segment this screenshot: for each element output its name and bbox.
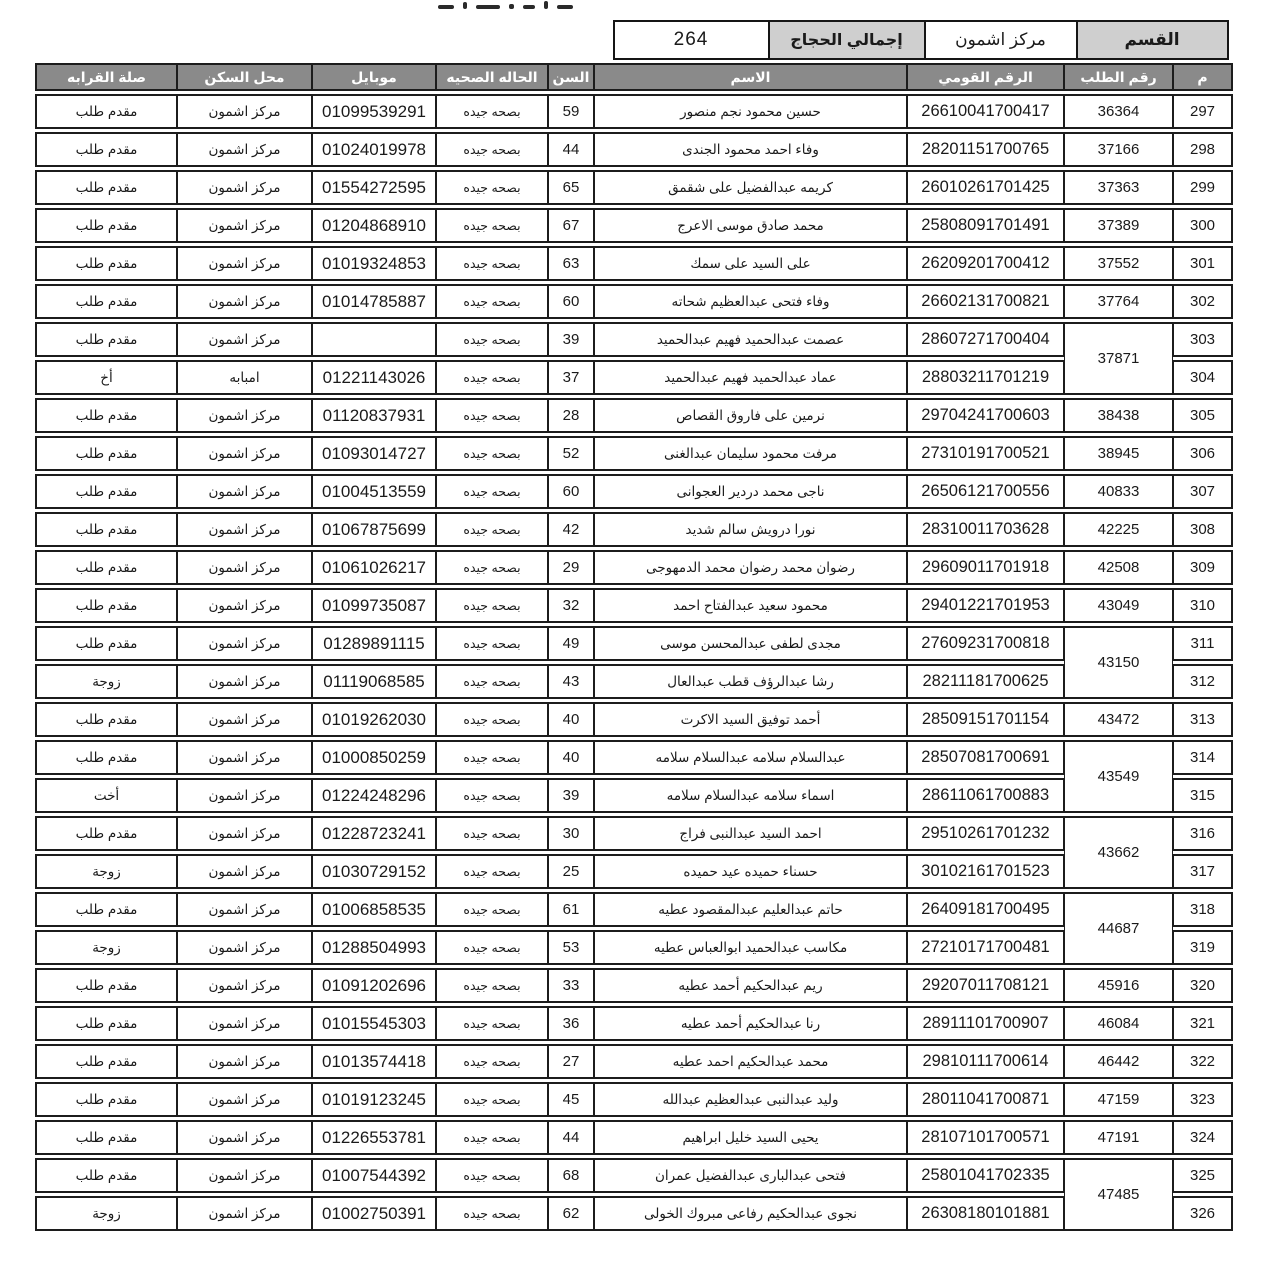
nid-cell: 30102161701523 — [907, 854, 1064, 889]
m-cell: 305 — [1173, 398, 1233, 433]
nid-cell: 27310191700521 — [907, 436, 1064, 471]
req-cell: 47485 — [1064, 1158, 1173, 1231]
name-cell: مرفت محمود سليمان عبدالغنى — [594, 436, 907, 471]
age-cell: 60 — [548, 284, 594, 319]
hp-cell: بصحه جيده — [436, 474, 548, 509]
nid-cell: 28607271700404 — [907, 322, 1064, 357]
m-cell: 304 — [1173, 360, 1233, 395]
rel-cell: مقدم طلب — [35, 398, 177, 433]
m-cell: 320 — [1173, 968, 1233, 1003]
res-cell: مركز اشمون — [177, 854, 312, 889]
column-header-hp: الحاله الصحيه — [436, 63, 548, 91]
mob-cell: 01120837931 — [312, 398, 436, 433]
m-cell: 308 — [1173, 512, 1233, 547]
rel-cell: مقدم طلب — [35, 1120, 177, 1155]
age-cell: 44 — [548, 132, 594, 167]
hp-cell: بصحه جيده — [436, 512, 548, 547]
res-cell: مركز اشمون — [177, 892, 312, 927]
res-cell: مركز اشمون — [177, 1044, 312, 1079]
nid-cell: 26308180101881 — [907, 1196, 1064, 1231]
m-cell: 318 — [1173, 892, 1233, 927]
req-cell: 36364 — [1064, 94, 1173, 129]
age-cell: 59 — [548, 94, 594, 129]
name-cell: وفاء فتحى عبدالعظيم شحاته — [594, 284, 907, 319]
rel-cell: مقدم طلب — [35, 1082, 177, 1117]
hp-cell: بصحه جيده — [436, 854, 548, 889]
hp-cell: بصحه جيده — [436, 1006, 548, 1041]
mob-cell: 01000850259 — [312, 740, 436, 775]
column-header-req: رقم الطلب — [1064, 63, 1173, 91]
res-cell: مركز اشمون — [177, 816, 312, 851]
m-cell: 321 — [1173, 1006, 1233, 1041]
hp-cell: بصحه جيده — [436, 702, 548, 737]
nid-cell: 29401221701953 — [907, 588, 1064, 623]
name-cell: وليد عبدالنبى عبدالعظيم عبدالله — [594, 1082, 907, 1117]
hp-cell: بصحه جيده — [436, 588, 548, 623]
name-cell: نجوى عبدالحكيم رفاعى مبروك الخولى — [594, 1196, 907, 1231]
hp-cell: بصحه جيده — [436, 1082, 548, 1117]
mob-cell: 01030729152 — [312, 854, 436, 889]
mob-cell: 01019324853 — [312, 246, 436, 281]
hp-cell: بصحه جيده — [436, 550, 548, 585]
rel-cell: زوجة — [35, 854, 177, 889]
m-cell: 317 — [1173, 854, 1233, 889]
req-cell: 44687 — [1064, 892, 1173, 965]
name-cell: مكاسب عبدالحميد ابوالعباس عطيه — [594, 930, 907, 965]
age-cell: 36 — [548, 1006, 594, 1041]
mob-cell: 01061026217 — [312, 550, 436, 585]
age-cell: 30 — [548, 816, 594, 851]
req-cell: 45916 — [1064, 968, 1173, 1003]
res-cell: امبابه — [177, 360, 312, 395]
nid-cell: 26409181700495 — [907, 892, 1064, 927]
m-cell: 298 — [1173, 132, 1233, 167]
name-cell: محمد عبدالحكيم احمد عطيه — [594, 1044, 907, 1079]
nid-cell: 29609011701918 — [907, 550, 1064, 585]
nid-cell: 29207011708121 — [907, 968, 1064, 1003]
rel-cell: مقدم طلب — [35, 474, 177, 509]
req-cell: 47191 — [1064, 1120, 1173, 1155]
m-cell: 297 — [1173, 94, 1233, 129]
nid-cell: 27609231700818 — [907, 626, 1064, 661]
age-cell: 37 — [548, 360, 594, 395]
rel-cell: مقدم طلب — [35, 132, 177, 167]
m-cell: 301 — [1173, 246, 1233, 281]
hp-cell: بصحه جيده — [436, 398, 548, 433]
m-cell: 316 — [1173, 816, 1233, 851]
nid-cell: 28611061700883 — [907, 778, 1064, 813]
mob-cell: 01015545303 — [312, 1006, 436, 1041]
hp-cell: بصحه جيده — [436, 892, 548, 927]
hp-cell: بصحه جيده — [436, 170, 548, 205]
m-cell: 326 — [1173, 1196, 1233, 1231]
mob-cell: 01091202696 — [312, 968, 436, 1003]
name-cell: رضوان محمد رضوان محمد الدمهوجى — [594, 550, 907, 585]
req-cell: 37389 — [1064, 208, 1173, 243]
rel-cell: مقدم طلب — [35, 892, 177, 927]
name-cell: فتحى عبدالبارى عبدالفضيل عمران — [594, 1158, 907, 1193]
mob-cell: 01099735087 — [312, 588, 436, 623]
nid-cell: 28803211701219 — [907, 360, 1064, 395]
req-cell: 37552 — [1064, 246, 1173, 281]
name-cell: حسين محمود نجم منصور — [594, 94, 907, 129]
section-label: القسم — [1075, 20, 1229, 60]
req-cell: 47159 — [1064, 1082, 1173, 1117]
rel-cell: مقدم طلب — [35, 322, 177, 357]
name-cell: اسماء سلامه عبدالسلام سلامه — [594, 778, 907, 813]
hp-cell: بصحه جيده — [436, 626, 548, 661]
nid-cell: 28011041700871 — [907, 1082, 1064, 1117]
m-cell: 312 — [1173, 664, 1233, 699]
res-cell: مركز اشمون — [177, 1158, 312, 1193]
req-cell: 46442 — [1064, 1044, 1173, 1079]
res-cell: مركز اشمون — [177, 512, 312, 547]
age-cell: 29 — [548, 550, 594, 585]
rel-cell: أخت — [35, 778, 177, 813]
age-cell: 27 — [548, 1044, 594, 1079]
hp-cell: بصحه جيده — [436, 778, 548, 813]
nid-cell: 28201151700765 — [907, 132, 1064, 167]
hp-cell: بصحه جيده — [436, 930, 548, 965]
age-cell: 68 — [548, 1158, 594, 1193]
nid-cell: 28310011703628 — [907, 512, 1064, 547]
cropped-title-fragment — [438, 1, 653, 11]
name-cell: محمود سعيد عبدالفتاح احمد — [594, 588, 907, 623]
res-cell: مركز اشمون — [177, 132, 312, 167]
m-cell: 306 — [1173, 436, 1233, 471]
res-cell: مركز اشمون — [177, 208, 312, 243]
name-cell: أحمد توفيق السيد الاكرت — [594, 702, 907, 737]
hp-cell: بصحه جيده — [436, 1044, 548, 1079]
mob-cell: 01024019978 — [312, 132, 436, 167]
req-cell: 46084 — [1064, 1006, 1173, 1041]
req-cell: 37166 — [1064, 132, 1173, 167]
name-cell: رنا عبدالحكيم أحمد عطيه — [594, 1006, 907, 1041]
res-cell: مركز اشمون — [177, 1006, 312, 1041]
hp-cell: بصحه جيده — [436, 968, 548, 1003]
name-cell: على السيد على سمك — [594, 246, 907, 281]
rel-cell: زوجة — [35, 930, 177, 965]
name-cell: ناجى محمد دردير العجوانى — [594, 474, 907, 509]
name-cell: ريم عبدالحكيم أحمد عطيه — [594, 968, 907, 1003]
nid-cell: 26610041700417 — [907, 94, 1064, 129]
mob-cell: 01289891115 — [312, 626, 436, 661]
rel-cell: مقدم طلب — [35, 1044, 177, 1079]
hp-cell: بصحه جيده — [436, 664, 548, 699]
rel-cell: مقدم طلب — [35, 1158, 177, 1193]
age-cell: 62 — [548, 1196, 594, 1231]
name-cell: نرمين على فاروق القصاص — [594, 398, 907, 433]
mob-cell — [312, 322, 436, 357]
m-cell: 310 — [1173, 588, 1233, 623]
req-cell: 43049 — [1064, 588, 1173, 623]
rel-cell: مقدم طلب — [35, 626, 177, 661]
hp-cell: بصحه جيده — [436, 740, 548, 775]
column-header-name: الاسم — [594, 63, 907, 91]
age-cell: 40 — [548, 740, 594, 775]
res-cell: مركز اشمون — [177, 246, 312, 281]
rel-cell: مقدم طلب — [35, 94, 177, 129]
column-header-rel: صلة القرابه — [35, 63, 177, 91]
age-cell: 39 — [548, 778, 594, 813]
mob-cell: 01019123245 — [312, 1082, 436, 1117]
mob-cell: 01288504993 — [312, 930, 436, 965]
age-cell: 39 — [548, 322, 594, 357]
rel-cell: مقدم طلب — [35, 588, 177, 623]
hp-cell: بصحه جيده — [436, 816, 548, 851]
m-cell: 313 — [1173, 702, 1233, 737]
hp-cell: بصحه جيده — [436, 1120, 548, 1155]
mob-cell: 01226553781 — [312, 1120, 436, 1155]
age-cell: 49 — [548, 626, 594, 661]
mob-cell: 01224248296 — [312, 778, 436, 813]
column-header-res: محل السكن — [177, 63, 312, 91]
age-cell: 28 — [548, 398, 594, 433]
nid-cell: 29810111700614 — [907, 1044, 1064, 1079]
column-header-age: السن — [548, 63, 594, 91]
res-cell: مركز اشمون — [177, 664, 312, 699]
m-cell: 303 — [1173, 322, 1233, 357]
req-cell: 43472 — [1064, 702, 1173, 737]
res-cell: مركز اشمون — [177, 626, 312, 661]
hp-cell: بصحه جيده — [436, 246, 548, 281]
hp-cell: بصحه جيده — [436, 436, 548, 471]
mob-cell: 01221143026 — [312, 360, 436, 395]
nid-cell: 29704241700603 — [907, 398, 1064, 433]
nid-cell: 28507081700691 — [907, 740, 1064, 775]
nid-cell: 28107101700571 — [907, 1120, 1064, 1155]
age-cell: 52 — [548, 436, 594, 471]
age-cell: 67 — [548, 208, 594, 243]
age-cell: 60 — [548, 474, 594, 509]
mob-cell: 01002750391 — [312, 1196, 436, 1231]
rel-cell: مقدم طلب — [35, 512, 177, 547]
mob-cell: 01006858535 — [312, 892, 436, 927]
res-cell: مركز اشمون — [177, 550, 312, 585]
mob-cell: 01099539291 — [312, 94, 436, 129]
nid-cell: 28211181700625 — [907, 664, 1064, 699]
hp-cell: بصحه جيده — [436, 1196, 548, 1231]
res-cell: مركز اشمون — [177, 740, 312, 775]
nid-cell: 29510261701232 — [907, 816, 1064, 851]
nid-cell: 28509151701154 — [907, 702, 1064, 737]
rel-cell: مقدم طلب — [35, 740, 177, 775]
name-cell: احمد السيد عبدالنبى فراج — [594, 816, 907, 851]
m-cell: 311 — [1173, 626, 1233, 661]
mob-cell: 01019262030 — [312, 702, 436, 737]
res-cell: مركز اشمون — [177, 588, 312, 623]
age-cell: 25 — [548, 854, 594, 889]
hp-cell: بصحه جيده — [436, 322, 548, 357]
nid-cell: 25801041702335 — [907, 1158, 1064, 1193]
rel-cell: مقدم طلب — [35, 208, 177, 243]
rel-cell: زوجة — [35, 1196, 177, 1231]
res-cell: مركز اشمون — [177, 474, 312, 509]
hp-cell: بصحه جيده — [436, 360, 548, 395]
req-cell: 37363 — [1064, 170, 1173, 205]
rel-cell: مقدم طلب — [35, 436, 177, 471]
age-cell: 63 — [548, 246, 594, 281]
hp-cell: بصحه جيده — [436, 94, 548, 129]
m-cell: 300 — [1173, 208, 1233, 243]
name-cell: محمد صادق موسى الاعرج — [594, 208, 907, 243]
nid-cell: 27210171700481 — [907, 930, 1064, 965]
res-cell: مركز اشمون — [177, 1082, 312, 1117]
mob-cell: 01013574418 — [312, 1044, 436, 1079]
rel-cell: مقدم طلب — [35, 170, 177, 205]
mob-cell: 01093014727 — [312, 436, 436, 471]
age-cell: 44 — [548, 1120, 594, 1155]
m-cell: 323 — [1173, 1082, 1233, 1117]
m-cell: 307 — [1173, 474, 1233, 509]
name-cell: وفاء احمد محمود الجندى — [594, 132, 907, 167]
rel-cell: مقدم طلب — [35, 816, 177, 851]
m-cell: 324 — [1173, 1120, 1233, 1155]
section-value: مركز اشمون — [924, 20, 1078, 60]
m-cell: 319 — [1173, 930, 1233, 965]
age-cell: 32 — [548, 588, 594, 623]
nid-cell: 28911101700907 — [907, 1006, 1064, 1041]
req-cell: 38945 — [1064, 436, 1173, 471]
res-cell: مركز اشمون — [177, 930, 312, 965]
rel-cell: مقدم طلب — [35, 284, 177, 319]
res-cell: مركز اشمون — [177, 436, 312, 471]
res-cell: مركز اشمون — [177, 968, 312, 1003]
req-cell: 38438 — [1064, 398, 1173, 433]
rel-cell: مقدم طلب — [35, 968, 177, 1003]
age-cell: 43 — [548, 664, 594, 699]
nid-cell: 26506121700556 — [907, 474, 1064, 509]
rel-cell: مقدم طلب — [35, 246, 177, 281]
req-cell: 40833 — [1064, 474, 1173, 509]
age-cell: 65 — [548, 170, 594, 205]
column-header-mob: موبايل — [312, 63, 436, 91]
m-cell: 325 — [1173, 1158, 1233, 1193]
m-cell: 299 — [1173, 170, 1233, 205]
name-cell: رشا عبدالرؤف قطب عبدالعال — [594, 664, 907, 699]
name-cell: كريمه عبدالفضيل على شقمق — [594, 170, 907, 205]
nid-cell: 26209201700412 — [907, 246, 1064, 281]
res-cell: مركز اشمون — [177, 322, 312, 357]
nid-cell: 25808091701491 — [907, 208, 1064, 243]
m-cell: 309 — [1173, 550, 1233, 585]
mob-cell: 01014785887 — [312, 284, 436, 319]
total-pilgrims-value: 264 — [613, 20, 770, 60]
mob-cell: 01204868910 — [312, 208, 436, 243]
name-cell: حسناء حميده عيد حميده — [594, 854, 907, 889]
column-header-nid: الرقم القومي — [907, 63, 1064, 91]
mob-cell: 01067875699 — [312, 512, 436, 547]
name-cell: يحيى السيد خليل ابراهيم — [594, 1120, 907, 1155]
req-cell: 42508 — [1064, 550, 1173, 585]
column-header-m: م — [1173, 63, 1233, 91]
res-cell: مركز اشمون — [177, 398, 312, 433]
pilgrims-table — [35, 63, 1233, 1231]
mob-cell: 01119068585 — [312, 664, 436, 699]
rel-cell: أخ — [35, 360, 177, 395]
rel-cell: زوجة — [35, 664, 177, 699]
hp-cell: بصحه جيده — [436, 208, 548, 243]
res-cell: مركز اشمون — [177, 170, 312, 205]
name-cell: نورا درويش سالم شديد — [594, 512, 907, 547]
req-cell: 43150 — [1064, 626, 1173, 699]
hp-cell: بصحه جيده — [436, 284, 548, 319]
name-cell: عصمت عبدالحميد فهيم عبدالحميد — [594, 322, 907, 357]
name-cell: عماد عبدالحميد فهيم عبدالحميد — [594, 360, 907, 395]
req-cell: 42225 — [1064, 512, 1173, 547]
hp-cell: بصحه جيده — [436, 1158, 548, 1193]
name-cell: حاتم عبدالعليم عبدالمقصود عطيه — [594, 892, 907, 927]
req-cell: 43549 — [1064, 740, 1173, 813]
age-cell: 61 — [548, 892, 594, 927]
m-cell: 314 — [1173, 740, 1233, 775]
res-cell: مركز اشمون — [177, 1120, 312, 1155]
m-cell: 302 — [1173, 284, 1233, 319]
rel-cell: مقدم طلب — [35, 1006, 177, 1041]
name-cell: مجدى لطفى عبدالمحسن موسى — [594, 626, 907, 661]
mob-cell: 01554272595 — [312, 170, 436, 205]
age-cell: 40 — [548, 702, 594, 737]
res-cell: مركز اشمون — [177, 702, 312, 737]
age-cell: 45 — [548, 1082, 594, 1117]
mob-cell: 01004513559 — [312, 474, 436, 509]
res-cell: مركز اشمون — [177, 778, 312, 813]
m-cell: 322 — [1173, 1044, 1233, 1079]
age-cell: 42 — [548, 512, 594, 547]
nid-cell: 26010261701425 — [907, 170, 1064, 205]
res-cell: مركز اشمون — [177, 94, 312, 129]
total-pilgrims-label: إجمالي الحجاج — [767, 20, 926, 60]
mob-cell: 01007544392 — [312, 1158, 436, 1193]
req-cell: 37871 — [1064, 322, 1173, 395]
hp-cell: بصحه جيده — [436, 132, 548, 167]
nid-cell: 26602131700821 — [907, 284, 1064, 319]
req-cell: 37764 — [1064, 284, 1173, 319]
summary-bar — [613, 20, 1230, 60]
age-cell: 53 — [548, 930, 594, 965]
name-cell: عبدالسلام سلامه عبدالسلام سلامه — [594, 740, 907, 775]
mob-cell: 01228723241 — [312, 816, 436, 851]
rel-cell: مقدم طلب — [35, 702, 177, 737]
res-cell: مركز اشمون — [177, 1196, 312, 1231]
m-cell: 315 — [1173, 778, 1233, 813]
res-cell: مركز اشمون — [177, 284, 312, 319]
rel-cell: مقدم طلب — [35, 550, 177, 585]
age-cell: 33 — [548, 968, 594, 1003]
req-cell: 43662 — [1064, 816, 1173, 889]
